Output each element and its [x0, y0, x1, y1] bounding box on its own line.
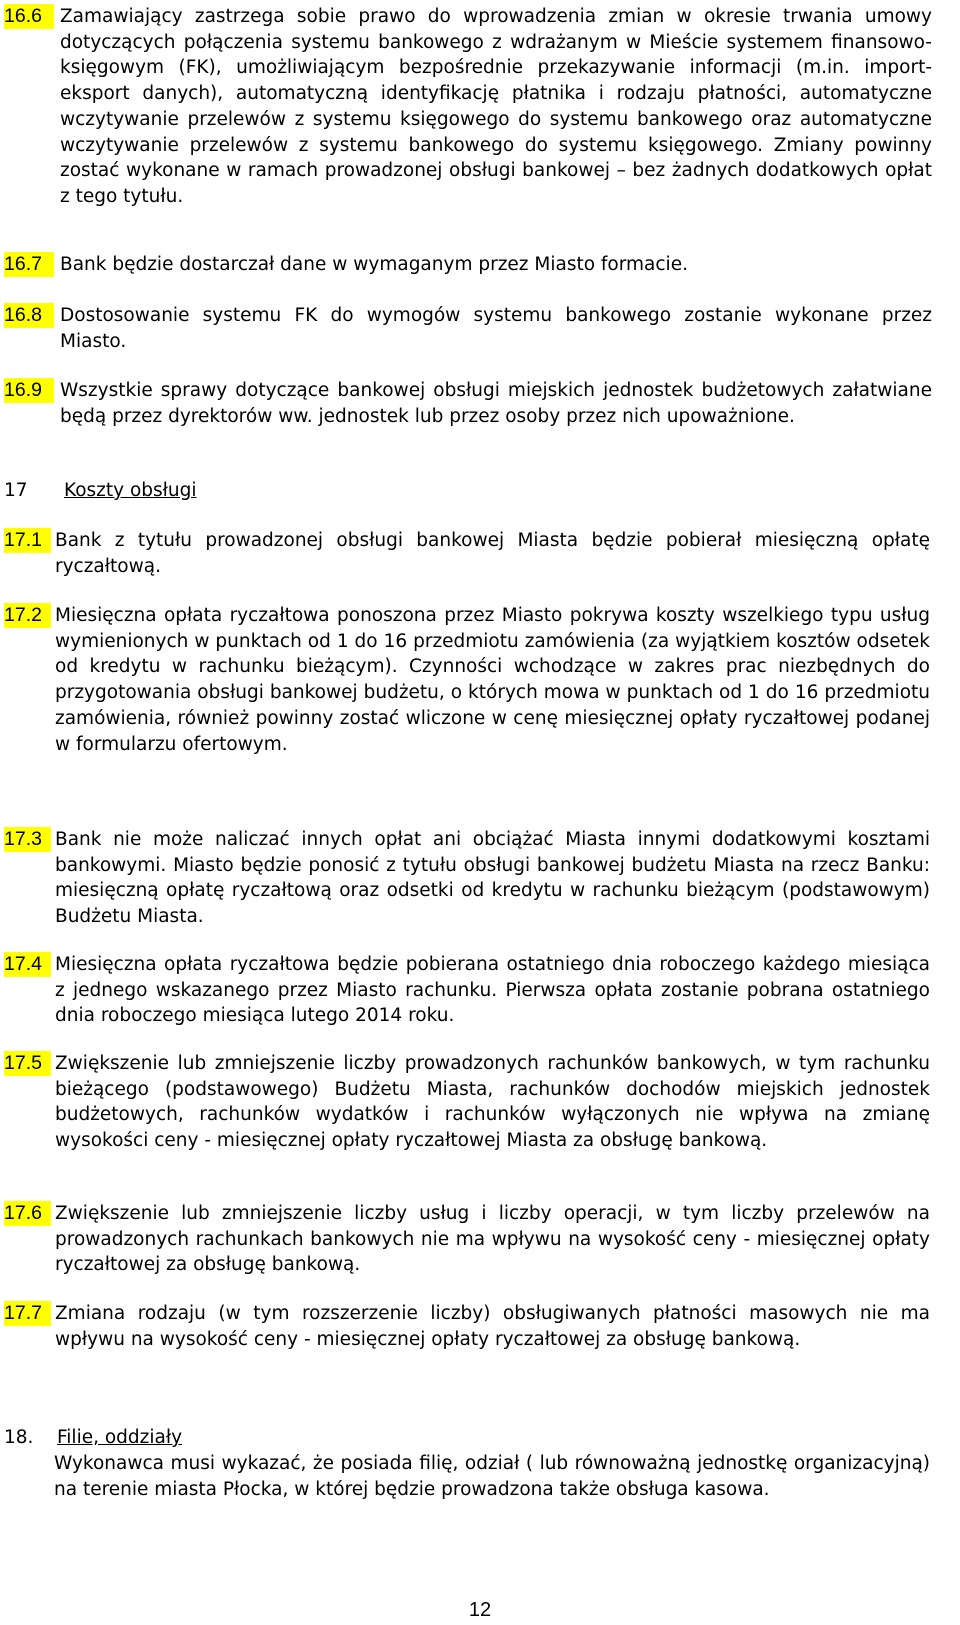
paragraph-text: Miesięczna opłata ryczałtowa będzie pobierana ostatniego dnia roboczego każdego miesiąca z jednego wskazanego przez Miasto rachunku. Pierwsza opłata zostanie pobrana ostatniego dnia roboczego miesiąca lutego 2014 roku.: [55, 954, 930, 1027]
paragraph-16-7: [4, 252, 956, 278]
paragraph-17-7: [4, 1301, 956, 1352]
paragraph-17-1: [4, 528, 956, 579]
paragraph-number: 16.9: [4, 378, 54, 403]
section-18-title: Filie, oddziały: [57, 1427, 183, 1448]
section-18-number: 18.: [4, 1427, 34, 1448]
paragraph-17-4: [4, 952, 956, 1029]
paragraph-number: 17.3: [4, 827, 51, 852]
paragraph-text: Bank będzie dostarczał dane w wymaganym przez Miasto formacie.: [60, 254, 688, 275]
paragraph-text: Miesięczna opłata ryczałtowa ponoszona przez Miasto pokrywa koszty wszelkiego typu usług wymienionych w punktach od 1 do 16 przedmiotu zamówienia (za wyjątkiem kosztów odsetek od kredytu w rachunku bieżącym). Czynności wchodzące w zakres prac niezbędnych do przygotowania obsługi bankowej budżetu, o których mowa w punktach od 1 do 16 przedmiotu zamówienia, również powinny zostać wliczone w cenę miesięcznej opłaty ryczałtowej podanej w formularzu ofertowym.: [55, 605, 930, 755]
paragraph-number: 16.7: [4, 252, 54, 277]
paragraph-number: 16.8: [4, 303, 54, 328]
section-17-title: Koszty obsługi: [64, 480, 197, 501]
paragraph-text: Wykonawca musi wykazać, że posiada filię, odział ( lub równoważną jednostkę organizacyjną) na terenie miasta Płocka, w której będzie prowadzona także obsługa kasowa.: [54, 1453, 930, 1500]
paragraph-17-3: [4, 827, 956, 930]
paragraph-text: Wszystkie sprawy dotyczące bankowej obsługi miejskich jednostek budżetowych załatwiane będą przez dyrektorów ww. jednostek lub przez osoby przez nich upoważnione.: [60, 380, 932, 427]
paragraph-text: Zamawiający zastrzega sobie prawo do wprowadzenia zmian w okresie trwania umowy dotyczących połączenia systemu bankowego z wdrażanym w Mieście systemem finansowo-księgowym (FK), umożliwiającym bezpośrednie przekazywanie informacji (m.in. import-eksport danych), automatyczną identyfikację płatnika i rodzaju płatności, automatyczne wczytywanie przelewów z systemu księgowego do systemu bankowego oraz automatyczne wczytywanie przelewów z systemu bankowego do systemu księgowego. Zmiany powinny zostać wykonane w ramach prowadzonej obsługi bankowej – bez żadnych dodatkowych opłat z tego tytułu.: [60, 6, 932, 207]
paragraph-number: 16.6: [4, 4, 54, 29]
paragraph-number: 17.2: [4, 603, 51, 628]
paragraph-number: 17.6: [4, 1201, 51, 1226]
paragraph-number: 17.7: [4, 1301, 51, 1326]
paragraph-16-9: [4, 378, 956, 429]
paragraph-16-8: [4, 303, 956, 354]
paragraph-17-5: [4, 1051, 956, 1154]
paragraph-text: Zwiększenie lub zmniejszenie liczby usług i liczby operacji, w tym liczby przelewów na prowadzonych rachunkach bankowych nie ma wpływu na wysokość ceny - miesięcznej opłaty ryczałtowej za obsługę bankową.: [55, 1203, 930, 1276]
section-17-number: 17: [4, 480, 28, 501]
page-number: 12: [468, 1599, 492, 1621]
paragraph-text: Bank nie może naliczać innych opłat ani obciążać Miasta innymi dodatkowymi kosztami bankowymi. Miasto będzie ponosić z tytułu obsługi bankowej budżetu Miasta na rzecz Banku: miesięczną opłatę ryczałtową oraz odsetki od kredytu w rachunku bieżącym (podstawowym) Budżetu Miasta.: [55, 829, 930, 928]
paragraph-number: 17.1: [4, 528, 51, 553]
paragraph-text: Dostosowanie systemu FK do wymogów systemu bankowego zostanie wykonane przez Miasto.: [60, 305, 932, 352]
paragraph-number: 17.5: [4, 1051, 51, 1076]
paragraph-number: 17.4: [4, 952, 51, 977]
paragraph-17-6: [4, 1201, 956, 1278]
section-18-body: [54, 1451, 930, 1502]
paragraph-text: Zwiększenie lub zmniejszenie liczby prowadzonych rachunków bankowych, w tym rachunku bieżącego (podstawowego) Budżetu Miasta, rachunków dochodów miejskich jednostek budżetowych, rachunków wydatków i rachunków wyłączonych nie wpływa na zmianę wysokości ceny - miesięcznej opłaty ryczałtowej Miasta za obsługę bankową.: [55, 1053, 930, 1152]
paragraph-16-6: [4, 4, 956, 210]
paragraph-text: Bank z tytułu prowadzonej obsługi bankowej Miasta będzie pobierał miesięczną opłatę ryczałtową.: [55, 530, 930, 577]
paragraph-17-2: [4, 603, 956, 757]
paragraph-text: Zmiana rodzaju (w tym rozszerzenie liczby) obsługiwanych płatności masowych nie ma wpływu na wysokość ceny - miesięcznej opłaty ryczałtowej za obsługę bankową.: [55, 1303, 930, 1350]
